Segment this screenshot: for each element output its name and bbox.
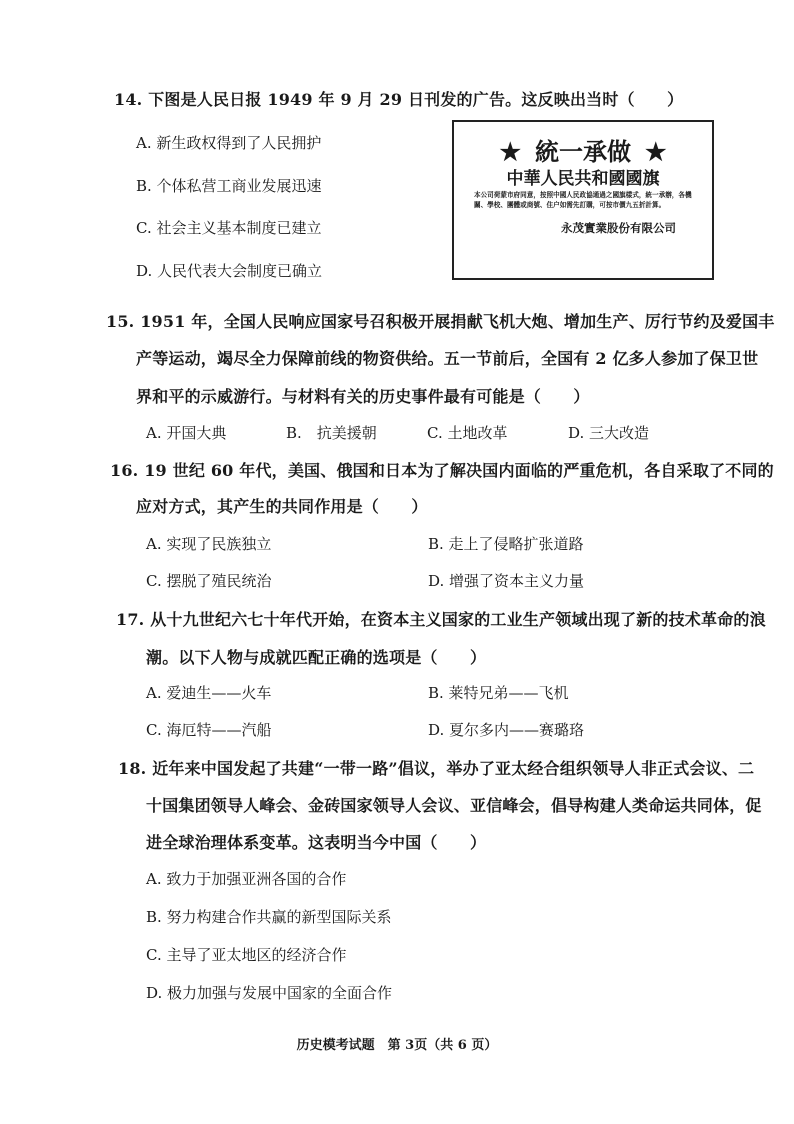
ad-headline: 統一承做 bbox=[535, 137, 631, 166]
question-18-option-d: D. 极力加强与发展中国家的全面合作 bbox=[146, 984, 393, 1002]
star-icon: ★ bbox=[499, 137, 521, 166]
question-18-option-b: B. 努力构建合作共赢的新型国际关系 bbox=[146, 908, 392, 926]
question-16-stem-line-1: 16. 19 世纪 60 年代，美国、俄国和日本为了解决国内面临的严重危机，各自采取了不同的 bbox=[110, 461, 774, 480]
question-16-option-d: D. 增强了资本主义力量 bbox=[428, 572, 585, 590]
question-14-option-d: D. 人民代表大会制度已确立 bbox=[136, 262, 323, 280]
question-14-stem: 14. 下图是人民日报 1949 年 9 月 29 日刊发的广告。这反映出当时（ ） bbox=[114, 90, 684, 109]
question-17-stem-line-1: 17. 从十九世纪六七十年代开始，在资本主义国家的工业生产领域出现了新的技术革命的浪 bbox=[116, 610, 766, 629]
newspaper-ad-image bbox=[452, 120, 714, 280]
question-15-stem-line-3: 界和平的示威游行。与材料有关的历史事件最有可能是（ ） bbox=[136, 387, 590, 406]
page-footer: 历史模考试题 第 3页（共 6 页） bbox=[296, 1038, 498, 1053]
question-15-option-c: C. 土地改革 bbox=[427, 424, 508, 442]
question-16-stem-line-2: 应对方式，其产生的共同作用是（ ） bbox=[136, 497, 428, 516]
question-18-stem-line-1: 18. 近年来中国发起了共建“一带一路”倡议，举办了亚太经合组织领导人非正式会议、二 bbox=[118, 759, 755, 778]
question-16-option-b: B. 走上了侵略扩张道路 bbox=[428, 535, 584, 553]
question-17-stem-line-2: 潮。以下人物与成就匹配正确的选项是（ ） bbox=[146, 648, 487, 667]
question-14-option-c: C. 社会主义基本制度已建立 bbox=[136, 219, 322, 237]
question-15-option-b: B. 抗美援朝 bbox=[286, 424, 377, 442]
star-icon: ★ bbox=[645, 137, 667, 166]
question-17-option-c: C. 海厄特——汽船 bbox=[146, 721, 272, 739]
question-18-option-a: A. 致力于加强亚洲各国的合作 bbox=[146, 870, 347, 888]
ad-company: 永茂實業股份有限公司 bbox=[561, 221, 676, 235]
question-15-option-d: D. 三大改造 bbox=[568, 424, 650, 442]
question-15-stem-line-2: 产等运动，竭尽全力保障前线的物资供给。五一节前后，全国有 2 亿多人参加了保卫世 bbox=[136, 349, 759, 368]
ad-body-text: 本公司荷蒙市府同意，按照中國人民政協通過之國旗樣式，統一承辦，各機關、學校、團體或商號、住户如需先訂購，可按市價九五折計算。 bbox=[474, 191, 692, 209]
question-14-option-b: B. 个体私营工商业发展迅速 bbox=[136, 177, 322, 195]
question-15-stem-line-1: 15. 1951 年，全国人民响应国家号召积极开展捐献飞机大炮、增加生产、厉行节约及爱国丰 bbox=[106, 312, 775, 331]
question-17-option-a: A. 爱迪生——火车 bbox=[146, 684, 272, 702]
ad-headline-row bbox=[454, 132, 712, 167]
question-18-option-c: C. 主导了亚太地区的经济合作 bbox=[146, 946, 347, 964]
question-16-option-c: C. 摆脱了殖民统治 bbox=[146, 572, 272, 590]
question-15-option-a: A. 开国大典 bbox=[146, 424, 227, 442]
question-18-stem-line-2: 十国集团领导人峰会、金砖国家领导人会议、亚信峰会，倡导构建人类命运共同体，促 bbox=[146, 796, 762, 815]
ad-subhead: 中華人民共和國國旗 bbox=[506, 169, 660, 189]
question-18-stem-line-3: 进全球治理体系变革。这表明当今中国（ ） bbox=[146, 833, 487, 852]
question-14-option-a: A. 新生政权得到了人民拥护 bbox=[136, 134, 322, 152]
question-17-option-b: B. 莱特兄弟——飞机 bbox=[428, 684, 569, 702]
question-17-option-d: D. 夏尔多内——赛璐珞 bbox=[428, 721, 585, 739]
question-16-option-a: A. 实现了民族独立 bbox=[146, 535, 272, 553]
